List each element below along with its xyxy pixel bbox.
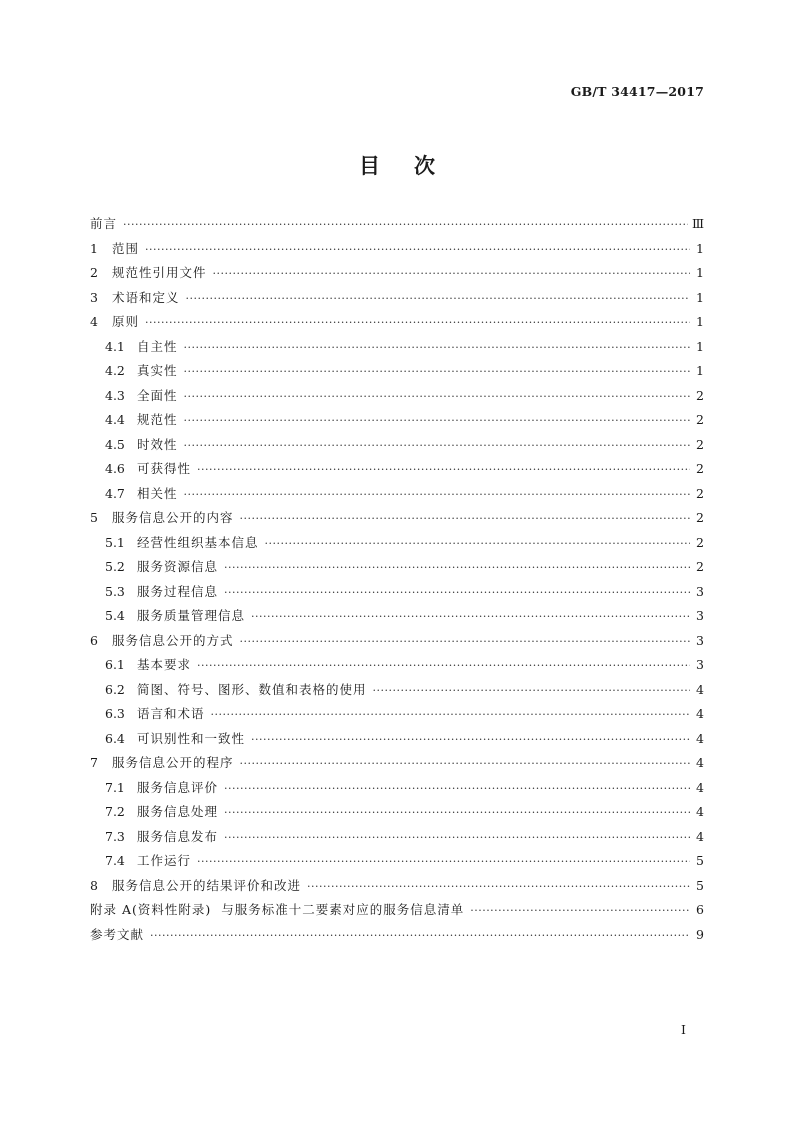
toc-entry-number: 1 (90, 240, 98, 256)
toc-leader-dots (307, 880, 690, 893)
toc-entry-page: 4 (696, 779, 704, 795)
toc-entry-number: 7.2 (105, 804, 125, 819)
toc-entry-label: 服务过程信息 (137, 583, 219, 599)
toc-leader-dots (150, 929, 690, 942)
toc-entry-page: 2 (696, 436, 704, 452)
toc-entry-number: 6.1 (105, 657, 125, 672)
toc-entry-page: 4 (696, 730, 704, 746)
toc-entry-number: 6.3 (105, 706, 125, 721)
toc-entry[interactable] (90, 533, 704, 558)
toc-entry[interactable] (90, 410, 704, 435)
toc-leader-dots (240, 757, 690, 770)
toc-entry-page: 1 (696, 314, 704, 329)
toc-leader-dots (186, 292, 690, 305)
toc-entry-label: 规范性 (137, 412, 178, 427)
toc-leader-dots (184, 365, 690, 378)
toc-entry-page: 2 (696, 559, 704, 574)
toc-entry-number: 4.1 (105, 338, 125, 354)
toc-leader-dots (213, 267, 690, 280)
page-title: 目次 (359, 154, 469, 178)
toc-leader-dots (197, 659, 690, 672)
toc-entry[interactable] (90, 802, 704, 827)
toc-entry-label: 前言 (90, 216, 118, 231)
toc-entry[interactable] (90, 459, 704, 484)
toc-leader-dots (184, 439, 690, 452)
toc-entry-page: 4 (696, 755, 704, 770)
page-number: I (681, 1022, 686, 1037)
toc-leader-dots (224, 806, 690, 819)
toc-entry-page: 1 (696, 338, 704, 354)
toc-entry-label: 可识别性和一致性 (137, 730, 246, 746)
table-of-contents (90, 214, 704, 949)
toc-entry-number: 4.2 (105, 363, 125, 378)
toc-entry[interactable] (90, 337, 704, 362)
toc-entry-label: 时效性 (137, 436, 178, 452)
standard-code: GB/T 34417—2017 (570, 84, 704, 99)
toc-entry-number: 4.3 (105, 387, 125, 403)
toc-entry-page: 3 (696, 608, 704, 623)
toc-entry[interactable] (90, 704, 704, 729)
toc-entry-number: 5.2 (105, 559, 125, 574)
toc-entry-page: 3 (696, 583, 704, 599)
toc-entry-label: 服务质量管理信息 (137, 608, 246, 623)
toc-entry-number: 4.6 (105, 461, 125, 476)
toc-entry-page: 1 (696, 240, 704, 256)
toc-entry-number: 5.3 (105, 583, 125, 599)
toc-entry-number: 4.7 (105, 485, 125, 501)
toc-entry-label: 简图、符号、图形、数值和表格的使用 (137, 681, 367, 697)
toc-entry-page: Ⅲ (691, 216, 704, 231)
toc-leader-dots (184, 390, 690, 403)
toc-entry-number: 6 (90, 632, 98, 648)
toc-entry-label: 原则 (112, 314, 140, 329)
toc-entry[interactable] (90, 435, 704, 460)
toc-entry-number: 4.4 (105, 412, 125, 427)
toc-entry-label: 服务信息评价 (137, 779, 219, 795)
toc-entry-label: 真实性 (137, 363, 178, 378)
toc-leader-dots (251, 610, 690, 623)
toc-entry-label: 服务信息公开的结果评价和改进 (112, 877, 302, 893)
toc-entry-page: 2 (696, 387, 704, 403)
toc-entry[interactable] (90, 680, 704, 705)
toc-entry-page: 2 (696, 485, 704, 501)
toc-entry-label: 服务信息公开的方式 (112, 632, 234, 648)
toc-leader-dots (123, 218, 688, 231)
toc-entry-label: 附录 A(资料性附录) 与服务标准十二要素对应的服务信息清单 (90, 902, 465, 917)
toc-entry-page: 4 (696, 681, 704, 697)
toc-entry[interactable] (90, 263, 704, 288)
toc-entry[interactable] (90, 876, 704, 901)
toc-entry-page: 2 (696, 510, 704, 525)
toc-entry-page: 9 (696, 926, 704, 942)
toc-leader-dots (145, 316, 690, 329)
toc-leader-dots (470, 904, 690, 917)
toc-leader-dots (373, 684, 690, 697)
toc-entry[interactable] (90, 508, 704, 533)
toc-leader-dots (211, 708, 690, 721)
toc-entry-label: 经营性组织基本信息 (137, 534, 259, 550)
toc-leader-dots (240, 512, 690, 525)
toc-leader-dots (197, 855, 690, 868)
toc-entry[interactable] (90, 557, 704, 582)
toc-leader-dots (145, 243, 690, 256)
toc-entry-page: 2 (696, 412, 704, 427)
toc-entry-page: 5 (696, 877, 704, 893)
toc-entry-number: 7.1 (105, 779, 125, 795)
toc-entry[interactable] (90, 606, 704, 631)
toc-entry-label: 服务信息发布 (137, 828, 219, 844)
toc-entry-label: 可获得性 (137, 461, 192, 476)
toc-leader-dots (224, 586, 690, 599)
toc-entry[interactable] (90, 729, 704, 754)
toc-entry-number: 4 (90, 314, 98, 329)
toc-entry[interactable] (90, 753, 704, 778)
toc-leader-dots (251, 733, 690, 746)
toc-entry-page: 3 (696, 632, 704, 648)
toc-leader-dots (265, 537, 690, 550)
toc-entry-number: 2 (90, 265, 98, 280)
toc-entry[interactable] (90, 484, 704, 509)
toc-entry-number: 6.2 (105, 681, 125, 697)
toc-entry-label: 服务资源信息 (137, 559, 219, 574)
toc-entry-number: 4.5 (105, 436, 125, 452)
toc-entry-page: 3 (696, 657, 704, 672)
toc-entry-label: 服务信息公开的内容 (112, 510, 234, 525)
toc-entry[interactable] (90, 288, 704, 313)
toc-leader-dots (184, 414, 690, 427)
toc-entry[interactable] (90, 312, 704, 337)
toc-entry-label: 规范性引用文件 (112, 265, 207, 280)
toc-entry-label: 语言和术语 (137, 706, 205, 721)
toc-leader-dots (184, 488, 690, 501)
toc-entry-page: 1 (696, 265, 704, 280)
toc-entry-number: 5.4 (105, 608, 125, 623)
toc-entry[interactable] (90, 361, 704, 386)
toc-entry[interactable] (90, 655, 704, 680)
toc-entry-number: 5.1 (105, 534, 125, 550)
toc-entry[interactable] (90, 582, 704, 607)
toc-entry-page: 4 (696, 804, 704, 819)
toc-entry[interactable] (90, 778, 704, 803)
toc-entry-label: 自主性 (137, 338, 178, 354)
toc-entry-page: 1 (696, 363, 704, 378)
toc-entry-label: 基本要求 (137, 657, 192, 672)
toc-entry-number: 7.3 (105, 828, 125, 844)
toc-entry-label: 工作运行 (137, 853, 192, 868)
toc-leader-dots (224, 782, 690, 795)
toc-entry-label: 术语和定义 (112, 289, 180, 305)
toc-entry[interactable] (90, 239, 704, 264)
toc-entry-page: 5 (696, 853, 704, 868)
toc-entry-number: 5 (90, 510, 98, 525)
toc-entry[interactable] (90, 827, 704, 852)
toc-entry[interactable] (90, 851, 704, 876)
toc-entry[interactable] (90, 631, 704, 656)
toc-entry[interactable] (90, 386, 704, 411)
toc-entry-label: 全面性 (137, 387, 178, 403)
toc-leader-dots (224, 561, 690, 574)
toc-entry-page: 6 (696, 902, 704, 917)
toc-entry[interactable] (90, 900, 704, 925)
toc-entry-page: 2 (696, 534, 704, 550)
toc-entry-number: 8 (90, 877, 98, 893)
toc-entry-label: 相关性 (137, 485, 178, 501)
toc-entry-label: 服务信息处理 (137, 804, 219, 819)
toc-leader-dots (184, 341, 690, 354)
toc-leader-dots (240, 635, 690, 648)
toc-entry-label: 参考文献 (90, 926, 145, 942)
toc-entry-number: 7 (90, 755, 98, 770)
toc-entry-label: 范围 (112, 240, 140, 256)
toc-entry-page: 2 (696, 461, 704, 476)
toc-entry[interactable] (90, 214, 704, 239)
toc-entry[interactable] (90, 925, 704, 950)
toc-entry-label: 服务信息公开的程序 (112, 755, 234, 770)
toc-entry-number: 3 (90, 289, 98, 305)
toc-entry-number: 6.4 (105, 730, 125, 746)
toc-entry-page: 1 (696, 289, 704, 305)
toc-entry-number: 7.4 (105, 853, 125, 868)
toc-entry-page: 4 (696, 706, 704, 721)
toc-leader-dots (197, 463, 690, 476)
toc-entry-page: 4 (696, 828, 704, 844)
toc-leader-dots (224, 831, 690, 844)
